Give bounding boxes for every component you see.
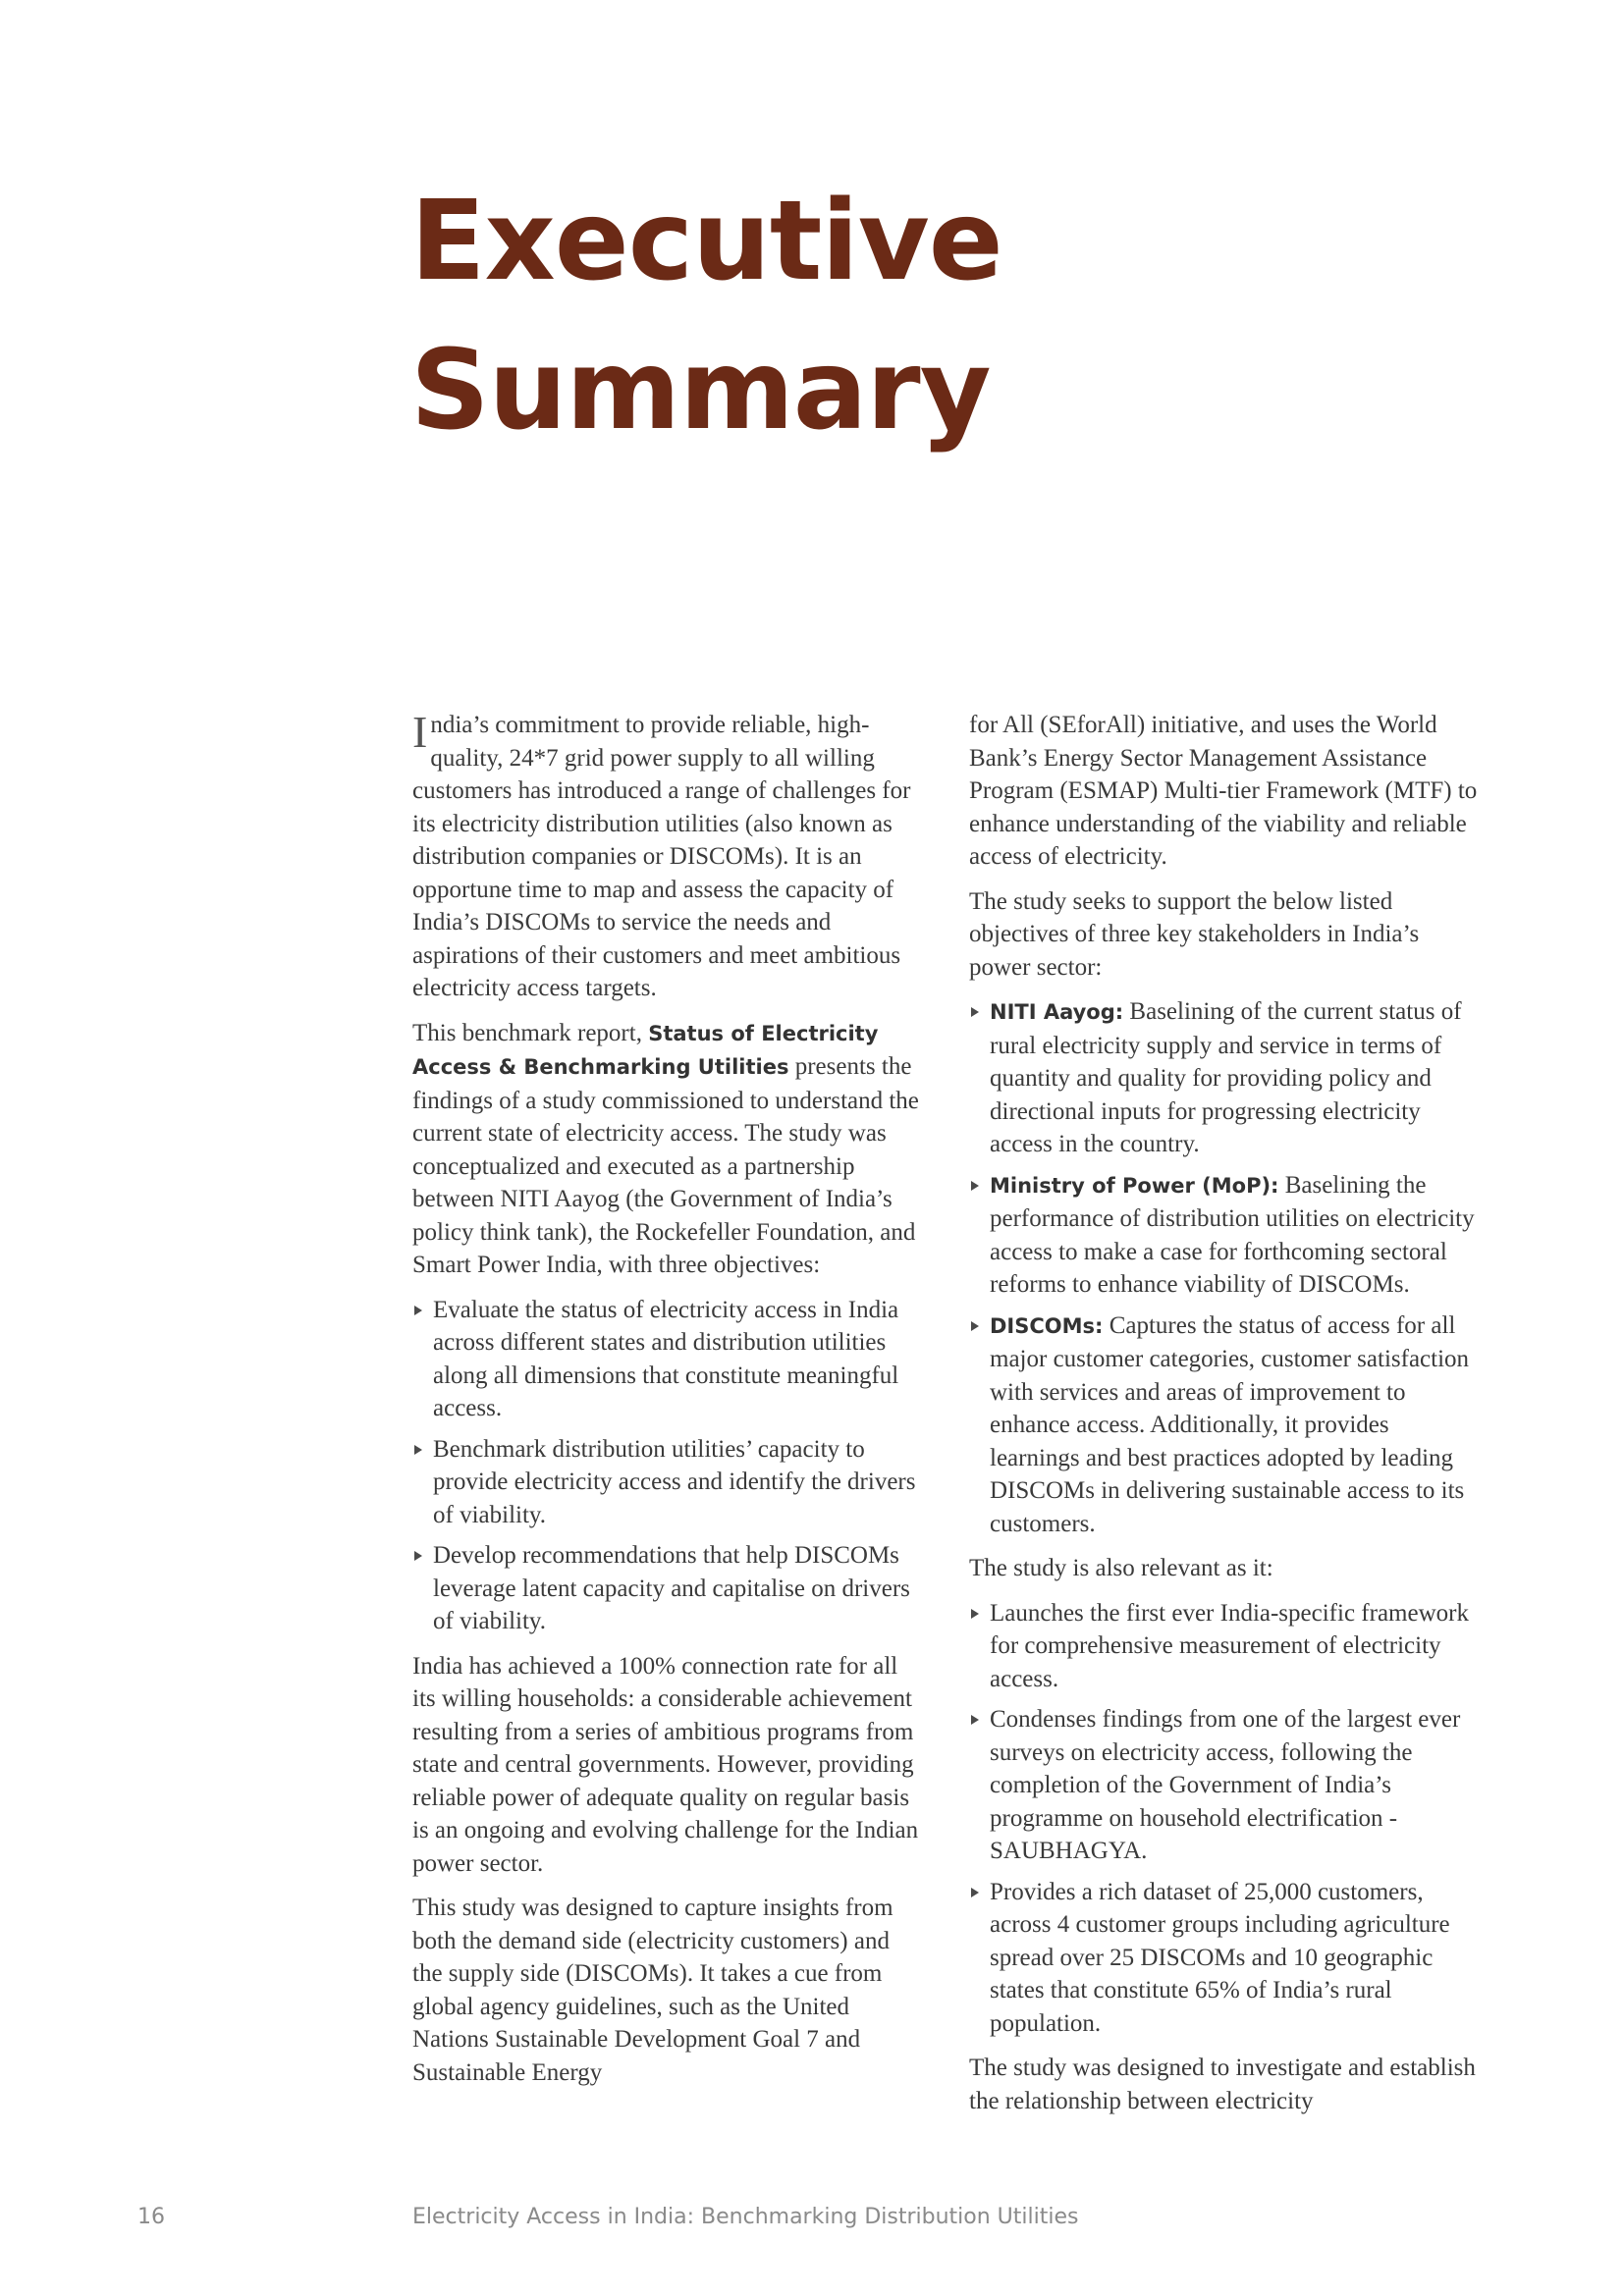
- stakeholder-name: Ministry of Power (MoP):: [990, 1173, 1279, 1198]
- stakeholders-intro: The study seeks to support the below listed objectives of three key stakeholders in India’s power sector:: [969, 887, 1420, 981]
- objective-item: Evaluate the status of electricity access in India across different states and distribution utilities along all dimensions that constitute meaningful access.: [412, 1294, 925, 1425]
- stakeholder-list: [969, 995, 1485, 1540]
- stakeholder-item: [969, 1309, 1485, 1541]
- page-number: 16: [137, 2205, 165, 2229]
- report-name: Status of Electricity Access & Benchmarking Utilities: [412, 1021, 879, 1079]
- objective-item: Develop recommendations that help DISCOMs leverage latent capacity and capitalise on drivers of viability.: [412, 1539, 925, 1638]
- title-line-1: Executive: [410, 178, 1002, 305]
- relevance-intro: The study is also relevant as it:: [969, 1555, 1273, 1581]
- objective-item: Benchmark distribution utilities’ capacity to provide electricity access and identify the drivers of viability.: [412, 1433, 925, 1532]
- relevance-item: Launches the first ever India-specific framework for comprehensive measurement of electricity access.: [969, 1597, 1485, 1696]
- title-line-2: Summary: [410, 327, 991, 454]
- report-paragraph: [412, 1017, 925, 1282]
- stakeholder-name: NITI Aayog:: [990, 1000, 1124, 1024]
- relevance-list: [969, 1597, 1485, 2041]
- stakeholder-text: Captures the status of access for all major customer categories, customer satisfaction with services and areas of improvement to enhance access. Additionally, it provides learnings and best practices adopted by leading DISCOMs in delivering sustainable access to its customers.: [990, 1311, 1470, 1537]
- left-column: [412, 709, 925, 2101]
- report-pre: This benchmark report,: [412, 1019, 649, 1046]
- stakeholder-text: Baselining the performance of distribution utilities on electricity access to make a case for forthcoming sectoral reforms to enhance viability of DISCOMs.: [990, 1171, 1475, 1298]
- stakeholder-item: [969, 1169, 1485, 1302]
- objectives-list: [412, 1294, 925, 1638]
- running-footer: Electricity Access in India: Benchmarking Distribution Utilities: [412, 2205, 1079, 2229]
- stakeholder-item: [969, 995, 1485, 1161]
- report-post: presents the findings of a study commissioned to understand the current state of electricity access. The study was conceptualized and executed as a partnership between NITI Aayog (the Government of India’s policy think tank), the Rockefeller Foundation, and Smart Power India, with three objectives:: [412, 1053, 919, 1278]
- continued-paragraph: for All (SEforAll) initiative, and uses the World Bank’s Energy Sector Management Assistance Program (ESMAP) Multi-tier Framework (MTF) to enhance understanding of the viability and reliable access of electricity.: [969, 712, 1478, 870]
- right-column: [969, 709, 1485, 2129]
- intro-paragraph: India’s commitment to provide reliable, high-quality, 24*7 grid power supply to all willing customers has introduced a range of challenges for its electricity distribution utilities (also known as distribution companies or DISCOMs). It is an opportune time to map and assess the capacity of India’s DISCOMs to service the needs and aspirations of their customers and meet ambitious electricity access targets.: [412, 707, 911, 1001]
- relevance-item: Provides a rich dataset of 25,000 customers, across 4 customer groups including agriculture spread over 25 DISCOMs and 10 geographic states that constitute 65% of India’s rural population.: [969, 1876, 1485, 2041]
- design-paragraph: This study was designed to capture insights from both the demand side (electricity customers) and the supply side (DISCOMs). It takes a cue from global agency guidelines, such as the United Nations Sustainable Development Goal 7 and Sustainable Energy: [412, 1895, 893, 2086]
- connection-paragraph: India has achieved a 100% connection rate for all its willing households: a considerable achievement resulting from a series of ambitious programs from state and central governments. However, providing reliable power of adequate quality on regular basis is an ongoing and evolving challenge for the Indian power sector.: [412, 1652, 919, 1877]
- relevance-item: Condenses findings from one of the largest ever surveys on electricity access, following the completion of the Government of India’s programme on household electrification - SAUBHAGYA.: [969, 1703, 1485, 1868]
- stakeholder-name: DISCOMs:: [990, 1313, 1104, 1338]
- page-title: [410, 167, 1002, 465]
- stakeholder-text: Baselining of the current status of rural electricity supply and service in terms of quantity and quality for providing policy and directional inputs for progressing electricity access in the country.: [990, 998, 1462, 1157]
- closing-paragraph: The study was designed to investigate and establish the relationship between electricity: [969, 2055, 1476, 2114]
